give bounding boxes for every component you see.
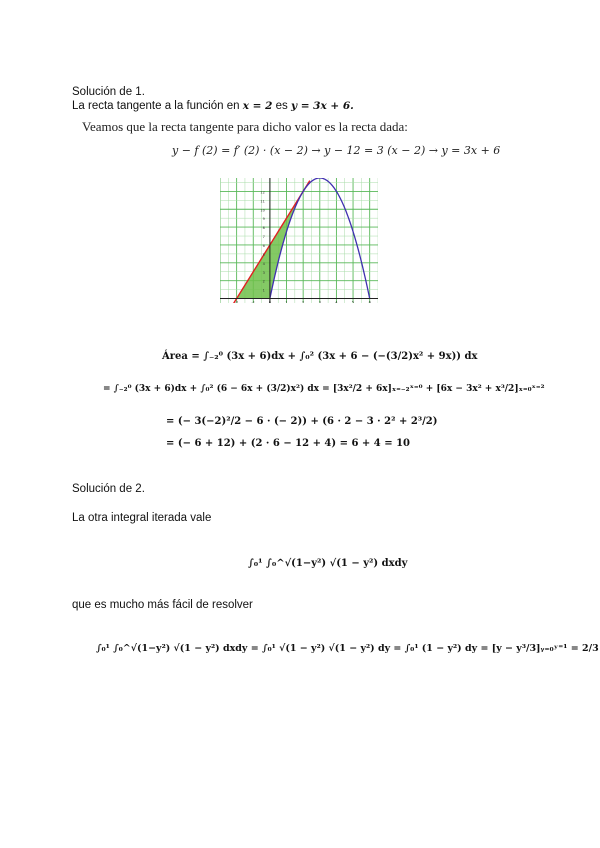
statement-prefix: La recta tangente a la función en [72,100,240,112]
y-tick-label: 3 [262,270,265,275]
section-2-intro: La otra integral iterada vale [72,512,212,524]
y-tick-label: 5 [262,252,265,257]
tangent-statement [72,100,354,112]
area-line-2: = ∫₋₂⁰ (3x + 6)dx + ∫₀² (6 − 6x + (3/2)x²) dx = [3x²/2 + 6x]ₓ₌₋₂ˣ⁼⁰ + [6x − 3x² + x³/2]ₓ₌₀ˣ⁼² [103,384,545,394]
iterated-integral: ∫₀¹ ∫₀^√(1−y²) √(1 − y²) dxdy [248,558,408,569]
y-tick-label: 12 [260,190,265,195]
x-tick-label: 4 [335,300,338,303]
y-tick-label: 2 [262,279,265,284]
y-tick-label: 6 [262,243,265,248]
area-line-3: = (− 3(−2)²/2 − 6 · (− 2)) + (6 · 2 − 3 · 2² + 2³/2) [166,416,438,427]
statement-x: x = 2 [242,100,273,112]
y-tick-label: 1 [262,288,265,293]
graph-background [220,178,378,303]
x-tick-label: 2 [302,300,305,303]
veamos-text: Veamos que la recta tangente para dicho valor es la recta dada: [82,119,408,134]
area-line-1: Área = ∫₋₂⁰ (3x + 6)dx + ∫₀² (3x + 6 − (−(3/2)x² + 9x)) dx [162,351,478,362]
x-tick-label: -2 [234,300,239,303]
y-tick-label: 9 [262,217,265,222]
y-tick-label: 7 [262,235,265,240]
easier-text: que es mucho más fácil de resolver [72,599,253,611]
section-2-heading: Solución de 2. [72,483,145,495]
x-tick-label: 6 [368,300,371,303]
tangent-equation: y − f (2) = f′ (2) · (x − 2) → y − 12 = 3 (x − 2) → y = 3x + 6 [172,144,501,157]
section-2-solution: ∫₀¹ ∫₀^√(1−y²) √(1 − y²) dxdy = ∫₀¹ √(1 − y²) √(1 − y²) dy = ∫₀¹ (1 − y²) dy = [y − y³/3]ᵧ₌₀ʸ⁼¹ = 2/3 [96,643,599,654]
section-1-heading: Solución de 1. [72,86,145,98]
function-graph [220,178,378,303]
area-line-4: = (− 6 + 12) + (2 · 6 − 12 + 4) = 6 + 4 = 10 [166,438,410,449]
x-tick-label: 0 [268,300,272,303]
y-tick-label: 11 [260,199,265,204]
y-tick-label: 10 [260,208,265,213]
y-tick-label: 8 [262,226,265,231]
x-tick-label: 3 [318,300,321,303]
statement-y: y = 3x + 6. [290,100,354,112]
statement-mid: es [275,100,288,112]
x-tick-label: -1 [251,300,256,303]
y-tick-label: 4 [262,261,265,266]
x-tick-label: 1 [285,300,288,303]
x-tick-label: 5 [351,300,355,303]
